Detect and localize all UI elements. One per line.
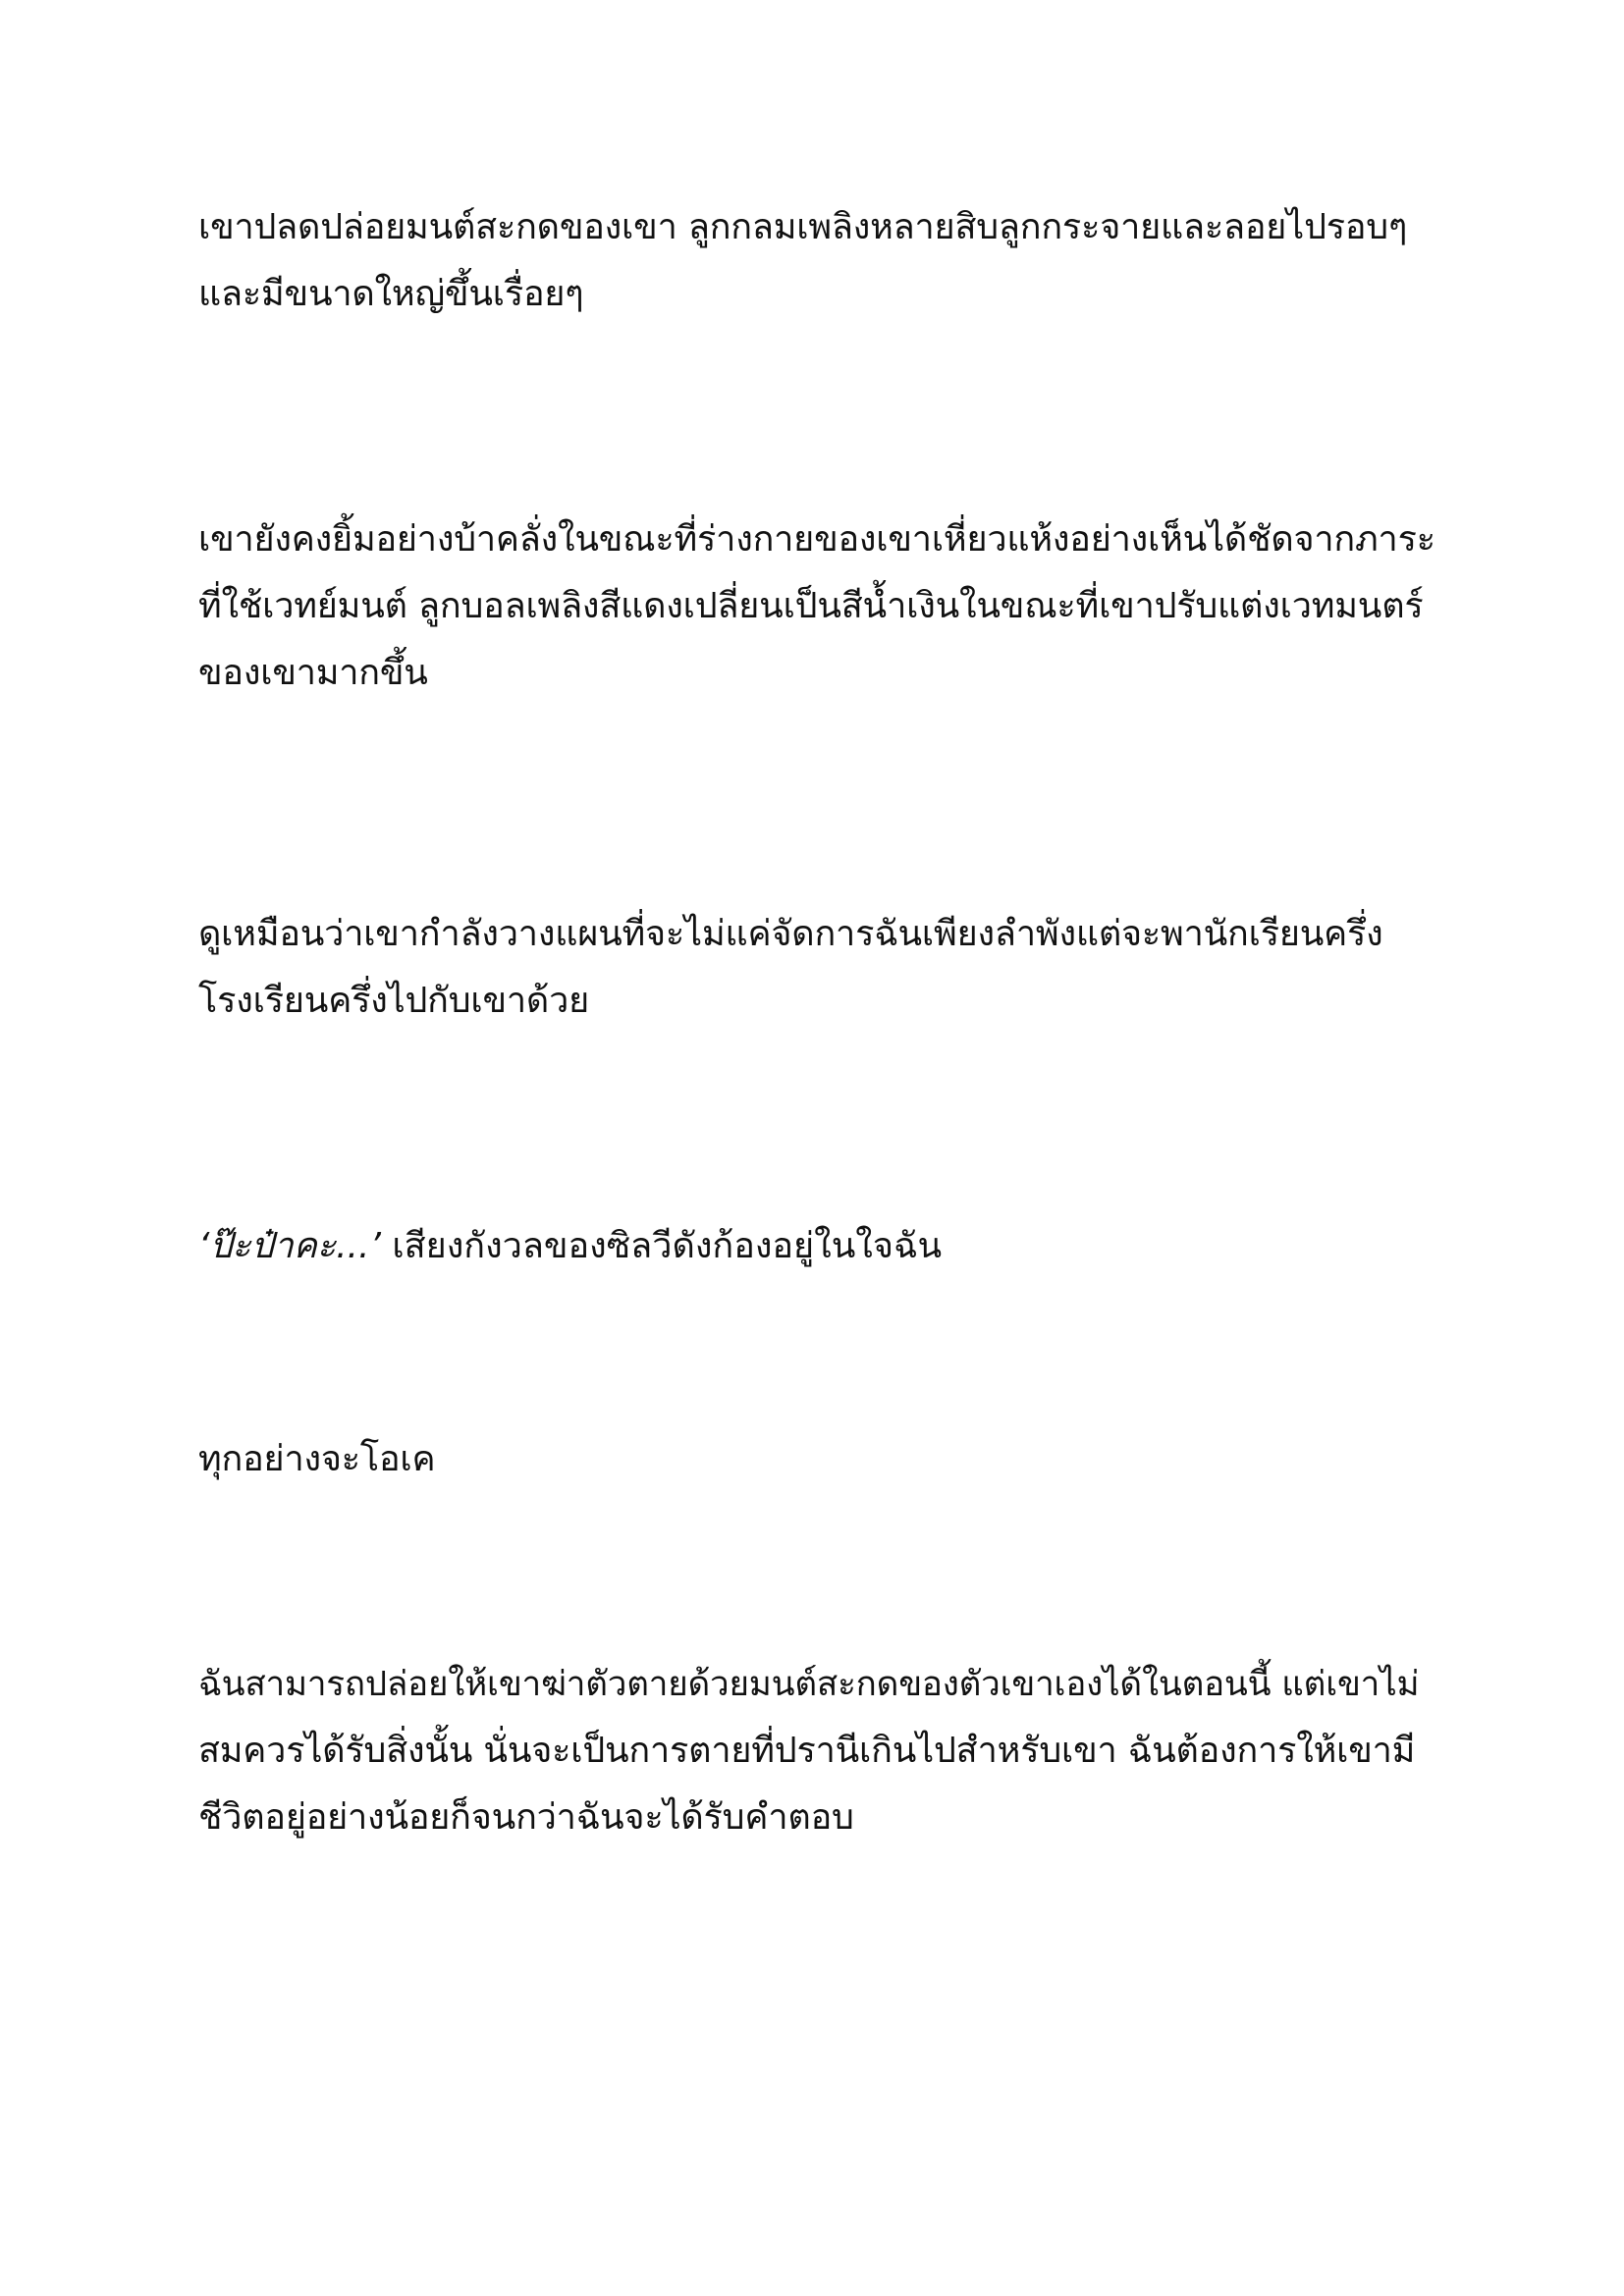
- paragraph-line: ของเขามากขึ้น: [198, 653, 428, 693]
- paragraph-5: [198, 1426, 1435, 1493]
- paragraph-line: ดูเหมือนว่าเขากำลังวางแผนที่จะไม่แค่จัดการฉันเพียงลำพังแต่จะพานักเรียนครึ่ง: [198, 914, 1383, 954]
- paragraph-6: [198, 1651, 1435, 1851]
- paragraph-2: [198, 507, 1435, 707]
- paragraph-line: และมีขนาดใหญ่ขึ้นเรื่อยๆ: [198, 274, 584, 314]
- paragraph-1: [198, 194, 1435, 328]
- paragraph-line: ทุกอย่างจะโอเค: [198, 1439, 436, 1479]
- paragraph-line: ฉันสามารถปล่อยให้เขาฆ่าตัวตายด้วยมนต์สะกดของตัวเขาเองได้ในตอนนี้ แต่เขาไม่: [198, 1665, 1420, 1704]
- paragraph-line: ที่ใช้เวทย์มนต์ ลูกบอลเพลิงสีแดงเปลี่ยนเป็นสีน้ำเงินในขณะที่เขาปรับแต่งเวทมนตร์: [198, 586, 1424, 626]
- paragraph-line: ชีวิตอยู่อย่างน้อยก็จนกว่าฉันจะได้รับคำตอบ: [198, 1797, 854, 1838]
- telepathic-quote: ‘ป๊ะป๋าคะ...’: [198, 1226, 381, 1266]
- paragraph-4: [198, 1213, 1435, 1280]
- dialogue-line: [198, 1213, 1435, 1280]
- paragraph-line: สมควรได้รับสิ่งนั้น นั่นจะเป็นการตายที่ปรานีเกินไปสำหรับเขา ฉันต้องการให้เขามี: [198, 1731, 1416, 1771]
- paragraph-3: [198, 901, 1435, 1035]
- dialogue-narration: เสียงกังวลของซิลวีดังก้องอยู่ในใจฉัน: [380, 1226, 943, 1266]
- paragraph-line: เขายังคงยิ้มอย่างบ้าคลั่งในขณะที่ร่างกายของเขาเหี่ยวแห้งอย่างเห็นได้ชัดจากภาระ: [198, 519, 1435, 560]
- paragraph-line: โรงเรียนครึ่งไปกับเขาด้วย: [198, 981, 590, 1021]
- paragraph-line: เขาปลดปล่อยมนต์สะกดของเขา ลูกกลมเพลิงหลายสิบลูกกระจายและลอยไปรอบๆ: [198, 207, 1408, 247]
